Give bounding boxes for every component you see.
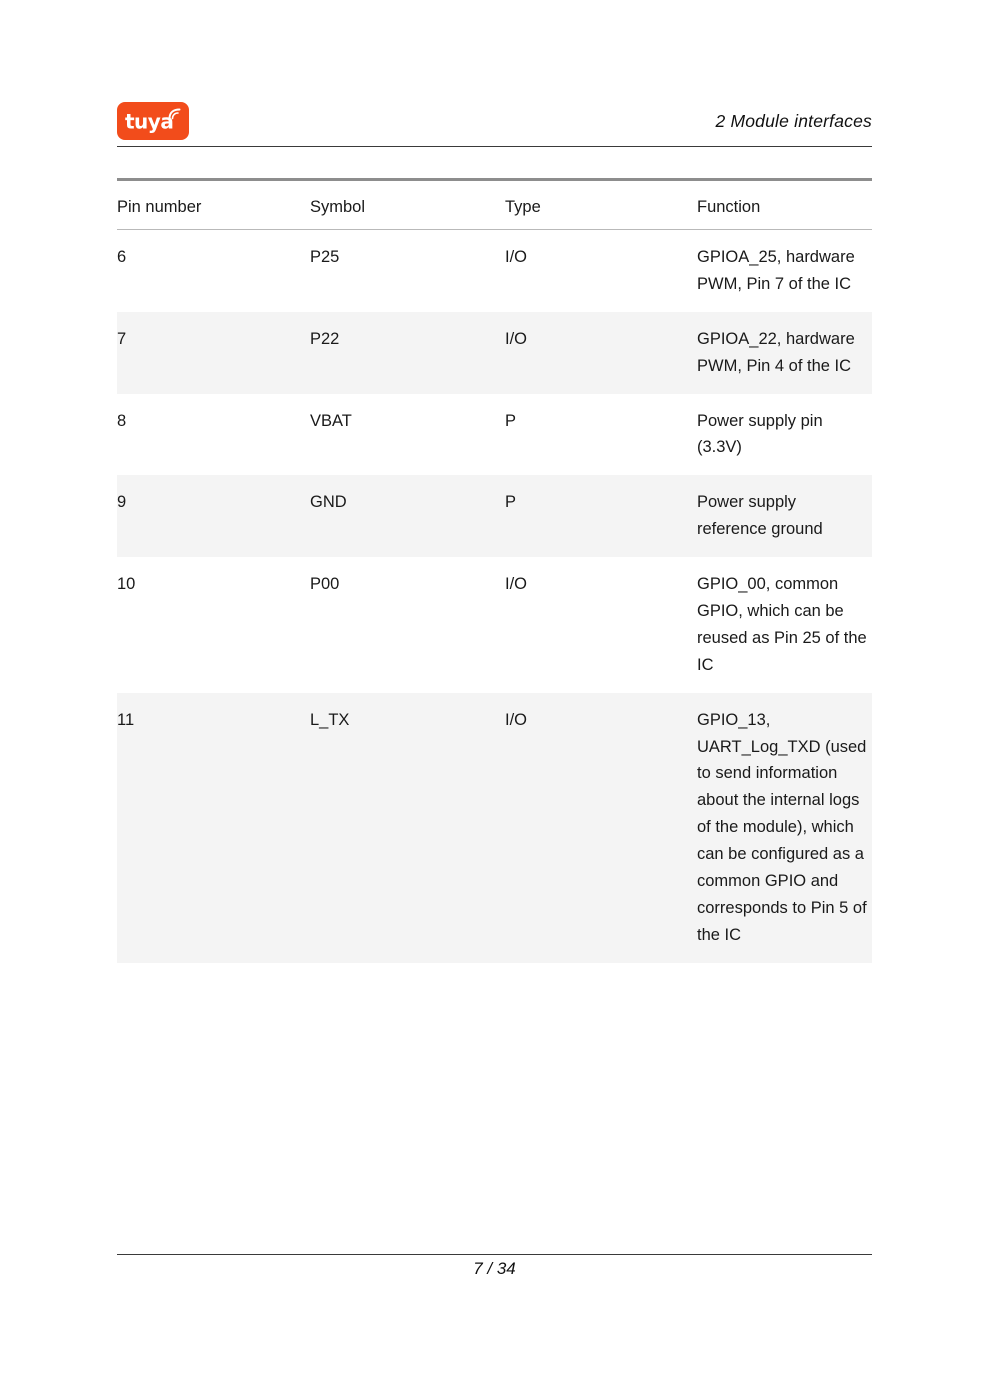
column-header-function: Function: [697, 180, 872, 230]
tuya-logo: [117, 102, 189, 140]
cell-pin-number: 9: [117, 475, 310, 557]
column-header-pin-number: Pin number: [117, 180, 310, 230]
table-row: [117, 475, 872, 557]
cell-symbol: P00: [310, 575, 340, 594]
cell-function: GPIOA_25, hardware PWM, Pin 7 of the IC: [697, 248, 855, 293]
column-header-type: Type: [505, 180, 697, 230]
footer-divider: [117, 1254, 872, 1255]
logo-wordmark: tuya: [125, 109, 174, 134]
table-row: [117, 557, 872, 693]
cell-symbol: GND: [310, 475, 505, 557]
page-number: 7 / 34: [473, 1259, 516, 1278]
cell-type: P: [505, 411, 517, 430]
column-header-symbol: Symbol: [310, 180, 505, 230]
table-row: [117, 693, 872, 963]
pin-description-table: [117, 178, 872, 963]
cell-symbol: VBAT: [310, 411, 352, 430]
cell-symbol: L_TX: [310, 693, 505, 963]
cell-function: GPIO_00, common GPIO, which can be reused as Pin 25 of the IC: [697, 575, 867, 674]
cell-pin-number: 10: [117, 575, 136, 594]
wifi-arc-icon: [168, 108, 181, 120]
table-row: [117, 230, 872, 312]
table-header-row: [117, 180, 872, 230]
cell-pin-number: 11: [117, 693, 310, 963]
table-header: [117, 180, 872, 230]
cell-type: I/O: [505, 693, 697, 963]
cell-type: I/O: [505, 312, 697, 394]
table-body: [117, 230, 872, 963]
section-title: 2 Module interfaces: [715, 110, 872, 131]
cell-symbol: P25: [310, 248, 340, 266]
cell-function: Power supply pin (3.3V): [697, 411, 823, 457]
cell-type: I/O: [505, 248, 528, 266]
cell-symbol: P22: [310, 312, 505, 394]
cell-type: P: [505, 475, 697, 557]
cell-pin-number: 8: [117, 411, 127, 430]
table-row: [117, 394, 872, 476]
table-row: [117, 312, 872, 394]
cell-pin-number: 6: [117, 248, 127, 266]
cell-pin-number: 7: [117, 312, 310, 394]
page-header: [117, 96, 872, 146]
header-divider: [117, 146, 872, 147]
cell-function: GPIOA_22, hardware PWM, Pin 4 of the IC: [697, 312, 872, 394]
cell-function: Power supply reference ground: [697, 475, 872, 557]
cell-function: GPIO_13, UART_Log_TXD (used to send information about the internal logs of the module), which can be configured as a common GPIO and corresponds to Pin 5 of the IC: [697, 693, 872, 963]
cell-type: I/O: [505, 575, 528, 594]
